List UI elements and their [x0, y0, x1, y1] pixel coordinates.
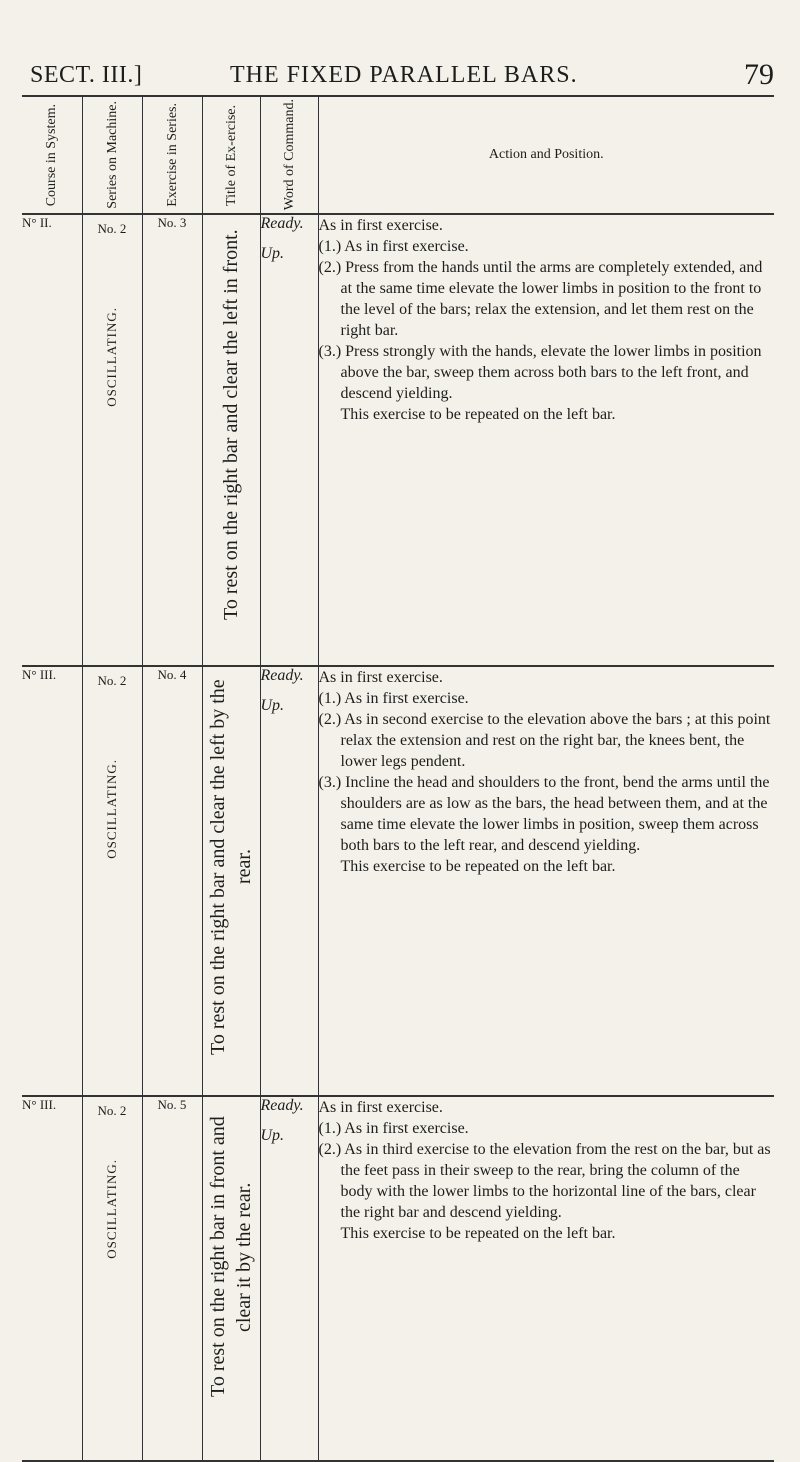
series-name: OSCILLATING. — [104, 307, 119, 407]
command-ready: Ready. — [260, 1097, 304, 1114]
title-cell — [202, 666, 260, 1096]
page-title: THE FIXED PARALLEL BARS. — [230, 62, 578, 88]
series-name: OSCILLATING. — [104, 1159, 119, 1259]
series-cell — [82, 214, 142, 666]
series-number: No. 2 — [97, 221, 127, 236]
exercise-title: To rest on the right bar in front and clear it by the rear. — [207, 1116, 255, 1398]
col-header-exercise: Exercise in Series. — [142, 96, 202, 214]
action-line: This exercise to be repeated on the left bar. — [340, 1225, 616, 1242]
course-cell: N° III. — [22, 1096, 82, 1461]
table-row — [22, 214, 774, 666]
action-line: As in first exercise. — [318, 669, 443, 686]
exercise-cell: No. 3 — [142, 214, 202, 666]
action-line: This exercise to be repeated on the left bar. — [340, 406, 616, 423]
exercise-title: To rest on the right bar and clear the left by the rear. — [207, 679, 255, 1055]
page-header — [30, 58, 778, 98]
action-cell — [318, 666, 774, 1096]
col-header-series: Series on Machine. — [82, 96, 142, 214]
command-ready: Ready. — [260, 667, 304, 684]
series-cell — [82, 1096, 142, 1461]
command-ready: Ready. — [260, 215, 304, 232]
command-cell — [260, 666, 318, 1096]
action-line: (2.) As in second exercise to the elevation above the bars ; at this point relax the extension and rest on the right bar, the knees bent, the lower legs pendent. — [318, 711, 771, 770]
series-number: No. 2 — [97, 1103, 127, 1118]
title-cell — [202, 1096, 260, 1461]
command-up: Up. — [260, 697, 285, 714]
command-cell — [260, 214, 318, 666]
action-cell — [318, 214, 774, 666]
course-cell: N° III. — [22, 666, 82, 1096]
action-line: (1.) As in first exercise. — [318, 1120, 469, 1137]
title-cell — [202, 214, 260, 666]
exercise-cell: No. 4 — [142, 666, 202, 1096]
section-label: SECT. III.] — [30, 62, 143, 88]
command-up: Up. — [260, 1127, 285, 1144]
col-header-course: Course in System. — [22, 96, 82, 214]
series-cell — [82, 666, 142, 1096]
col-header-command: Word of Command. — [260, 96, 318, 214]
col-header-action: Action and Position. — [318, 96, 774, 214]
action-line: (1.) As in first exercise. — [318, 238, 469, 255]
series-name: OSCILLATING. — [104, 759, 119, 859]
table-row — [22, 666, 774, 1096]
action-line: This exercise to be repeated on the left bar. — [340, 858, 616, 875]
action-line: (2.) As in third exercise to the elevation from the rest on the bar, but as the feet pass in their sweep to the rear, bring the column of the body with the lower limbs to the horizontal line of the bars, clear the right bar and descend yielding. — [318, 1141, 771, 1221]
series-number: No. 2 — [97, 673, 127, 688]
exercise-title: To rest on the right bar and clear the left in front. — [220, 229, 242, 621]
table-header-row — [22, 96, 774, 214]
page-number: 79 — [744, 58, 774, 91]
command-up: Up. — [260, 245, 285, 262]
action-line: (3.) Incline the head and shoulders to the front, bend the arms until the shoulders are as low as the bars, the head between them, and at the same time elevate the lower limbs in position, sweep them across both bars to the left rear, and descend yielding. — [318, 774, 770, 854]
col-header-title: Title of Ex-ercise. — [202, 96, 260, 214]
command-cell — [260, 1096, 318, 1461]
course-cell: N° II. — [22, 214, 82, 666]
action-cell — [318, 1096, 774, 1461]
action-line: (1.) As in first exercise. — [318, 690, 469, 707]
action-line: (3.) Press strongly with the hands, elevate the lower limbs in position above the bar, sweep them across both bars to the left front, and descend yielding. — [318, 343, 762, 402]
action-line: (2.) Press from the hands until the arms are completely extended, and at the same time elevate the lower limbs in position to the front to the level of the bars; relax the extension, and let them rest on the right bar. — [318, 259, 763, 339]
action-line: As in first exercise. — [318, 1099, 443, 1116]
exercise-table — [22, 95, 774, 1462]
action-line: As in first exercise. — [318, 217, 443, 234]
table-row — [22, 1096, 774, 1461]
exercise-cell: No. 5 — [142, 1096, 202, 1461]
